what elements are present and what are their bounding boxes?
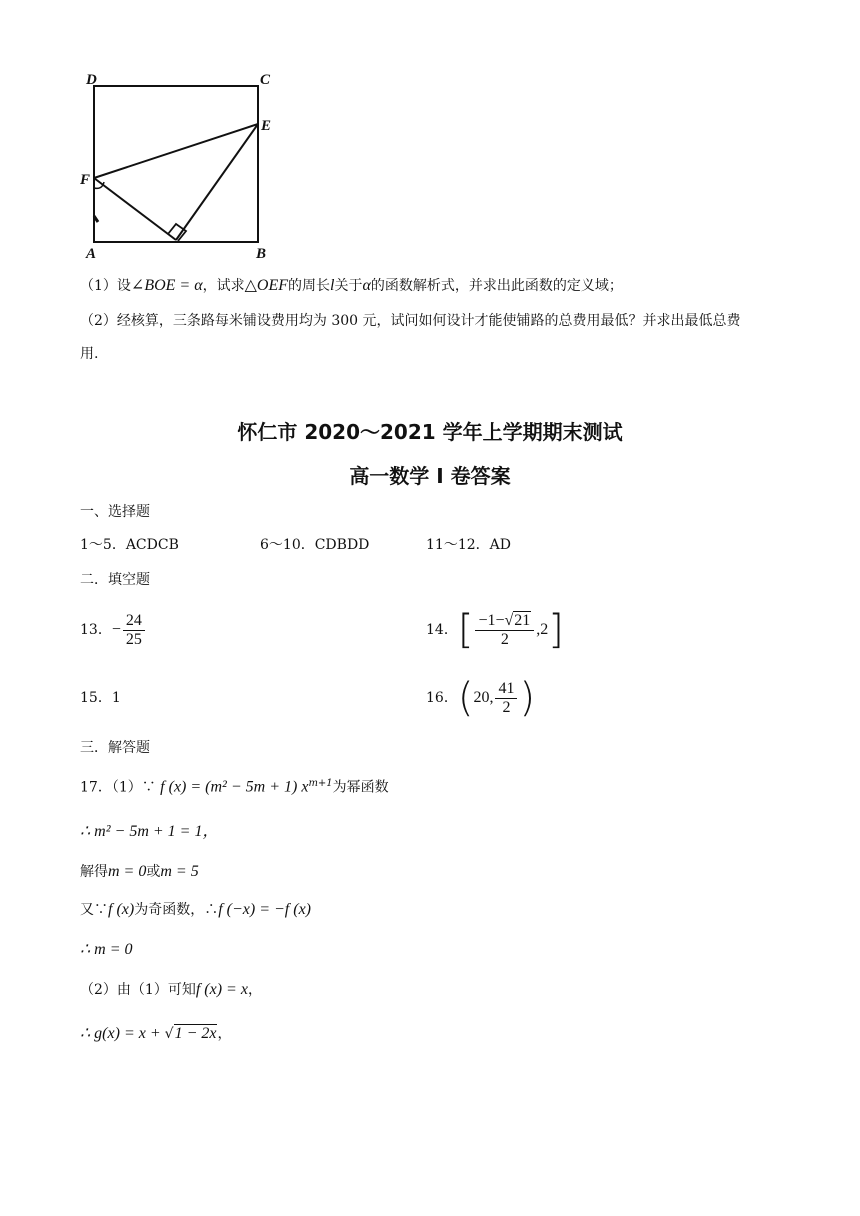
label-b: B <box>256 246 267 262</box>
solution-17-line1: 17．（1）∵ f (x) = (m² − 5m + 1) $x^{m+1}$为幂函数 <box>80 778 389 796</box>
label-f: F <box>80 172 91 188</box>
answers-1-5: 1～5．ACDCB <box>80 537 179 553</box>
geometry-figure <box>80 66 280 266</box>
answer-15: 15．1 <box>80 690 121 706</box>
section2-heading: 二．填空题 <box>80 572 150 588</box>
section3-heading: 三．解答题 <box>80 740 150 756</box>
answer-13: 13． − $\frac{24}{25}$ <box>80 610 147 650</box>
label-e: E <box>261 118 272 134</box>
solution-17-line3: 解得m = 0或m = 5 <box>80 863 199 880</box>
angle-expr: ∠BOE = α <box>130 277 203 294</box>
solution-17-line7: ∴ g(x) = x + √1 − 2x， <box>80 1025 232 1042</box>
label-c: C <box>260 72 271 88</box>
page-subtitle: 高一数学 I 卷答案 <box>349 464 511 488</box>
solution-17-line2: ∴ m² − 5m + 1 = 1， <box>80 823 219 840</box>
triangle-expr: △OEF <box>244 277 289 294</box>
solution-17-line5: ∴ m = 0 <box>80 941 133 958</box>
segment-fe <box>94 124 258 178</box>
section1-heading: 一、选择题 <box>80 504 150 520</box>
answers-11-12: 11～12．AD <box>426 537 511 553</box>
square-abcd <box>94 86 258 242</box>
solution-17-line6: （2）由（1）可知f (x) = x， <box>80 981 262 998</box>
fraction-13: $\frac{24}{25}$ <box>123 612 145 649</box>
solution-17-line4: 又∵f (x)为奇函数，∴f (−x) = −f (x) <box>80 901 311 918</box>
answer-16: 16． ( 20, $\frac{41}{2}$ ) <box>426 675 536 721</box>
segment-fo <box>94 178 176 240</box>
segment-oe <box>176 124 258 240</box>
answers-6-10: 6～10．CDBDD <box>260 537 370 553</box>
fraction-16: $\frac{41}{2}$ <box>495 680 517 717</box>
problem-part2-line1: （2）经核算，三条路每米铺设费用均为 300 元，试问如何设计才能使铺路的总费用最低？并求出最低总费 <box>80 313 741 329</box>
fraction-14: $\frac{-1-√21}{2}$ <box>475 612 534 649</box>
problem-part2-line2: 用. <box>80 346 99 362</box>
problem-part1: （1）设∠BOE = α，试求△OEF的周长l关于α的函数解析式，并求出此函数的定义域； <box>80 277 623 294</box>
answer-14: 14． [ $\frac{-1-√21}{2}$ ,2 ] <box>426 607 564 653</box>
label-d: D <box>86 72 97 88</box>
page-title: 怀仁市 2020～2021 学年上学期期末测试 <box>237 420 623 444</box>
label-a: A <box>86 246 97 262</box>
